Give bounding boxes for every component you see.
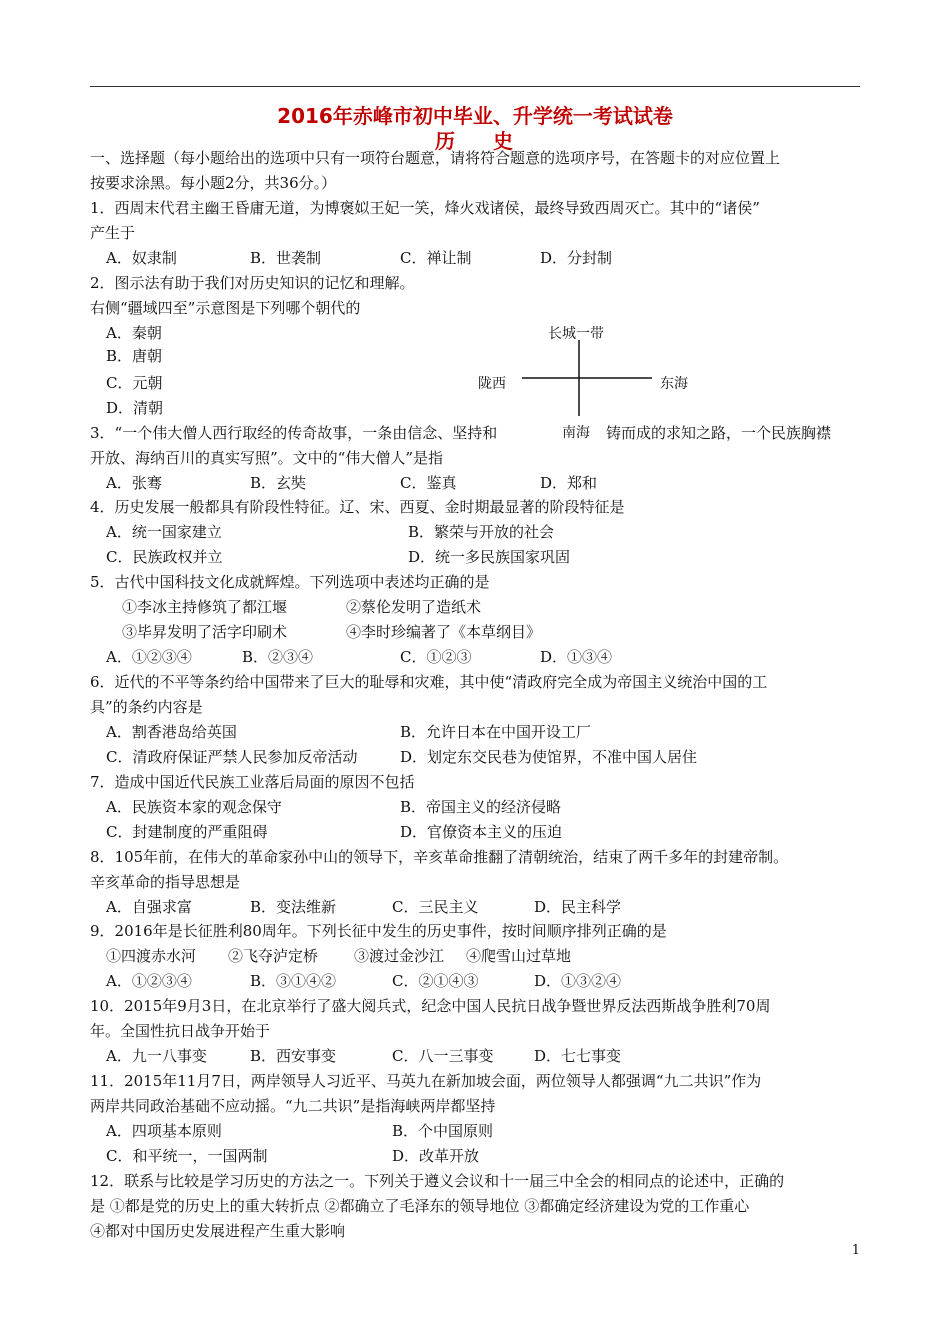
subject-char-1: 历 bbox=[435, 129, 457, 153]
q2-stem-line-2: 右侧“疆域四至”示意图是下列哪个朝代的 bbox=[90, 299, 361, 317]
map-label-south: 南海 bbox=[562, 425, 590, 441]
q1-stem-line-2: 产生于 bbox=[90, 224, 136, 242]
q2-option-c: C．元朝 bbox=[106, 374, 163, 392]
q10-stem-line-2: 年。全国性抗日战争开始于 bbox=[90, 1022, 271, 1040]
section-instruction-line-2: 按要求涂黑。每小题2分，共36分。） bbox=[90, 174, 337, 192]
q1-option-d: D．分封制 bbox=[540, 249, 613, 267]
map-label-east: 东海 bbox=[660, 376, 688, 392]
q4-option-a: A．统一国家建立 bbox=[106, 523, 222, 541]
q1-stem-line-1: 1．西周末代君主幽王昏庸无道，为博褒姒王妃一笑，烽火戏诸侯，最终导致西周灭亡。其中的“诸侯” bbox=[90, 199, 760, 217]
q9-option-c: C．②①④③ bbox=[392, 972, 479, 990]
q9-option-a: A．①②③④ bbox=[106, 972, 192, 990]
q1-option-b: B．世袭制 bbox=[250, 249, 322, 267]
q9-option-b: B．③①④② bbox=[250, 972, 337, 990]
q2-stem-line-1: 2．图示法有助于我们对历史知识的记忆和理解。 bbox=[90, 274, 415, 292]
q7-option-a: A．民族资本家的观念保守 bbox=[106, 798, 282, 816]
q5-stem: 5．古代中国科技文化成就辉煌。下列选项中表述均正确的是 bbox=[90, 573, 490, 591]
map-label-west: 陇西 bbox=[478, 376, 506, 392]
q5-item-1: ①李冰主持修筑了都江堰 bbox=[122, 598, 288, 616]
q7-option-c: C．封建制度的严重阻碍 bbox=[106, 823, 268, 841]
map-label-north: 长城一带 bbox=[548, 326, 604, 342]
q11-option-d: D．改革开放 bbox=[392, 1147, 480, 1165]
q6-option-d: D．划定东交民巷为使馆界，不准中国人居住 bbox=[400, 748, 698, 766]
q4-option-c: C．民族政权并立 bbox=[106, 548, 223, 566]
q1-option-c: C．禅让制 bbox=[400, 249, 472, 267]
q12-stem-line-1: 12．联系与比较是学习历史的方法之一。下列关于遵义会议和十一届三中全会的相同点的论述中，正确的 bbox=[90, 1172, 785, 1190]
q3-option-b: B．玄奘 bbox=[250, 474, 307, 492]
q4-option-d: D．统一多民族国家巩固 bbox=[408, 548, 571, 566]
page-number: 1 bbox=[851, 1243, 860, 1258]
q6-option-c: C．清政府保证严禁人民参加反帝活动 bbox=[106, 748, 358, 766]
q10-option-d: D．七七事变 bbox=[534, 1047, 622, 1065]
q3-option-a: A．张骞 bbox=[106, 474, 162, 492]
q5-option-b: B．②③④ bbox=[242, 648, 314, 666]
q5-option-c: C．①②③ bbox=[400, 648, 472, 666]
q5-option-a: A．①②③④ bbox=[106, 648, 192, 666]
q11-stem-line-1: 11．2015年11月7日，两岸领导人习近平、马英九在新加坡会面，两位领导人都强调“九二共识”作为 bbox=[90, 1072, 762, 1090]
q12-stem-line-3: ④都对中国历史发展进程产生重大影响 bbox=[90, 1222, 346, 1240]
exam-title: 2016年赤峰市初中毕业、升学统一考试试卷 bbox=[277, 104, 673, 128]
q9-item-1: ①四渡赤水河 bbox=[106, 947, 197, 965]
q9-stem: 9．2016年是长征胜利80周年。下列长征中发生的历史事件，按时间顺序排列正确的是 bbox=[90, 922, 667, 940]
q2-option-a: A．秦朝 bbox=[106, 324, 162, 342]
q8-option-a: A．自强求富 bbox=[106, 898, 192, 916]
q6-stem-line-2: 具”的条约内容是 bbox=[90, 698, 203, 716]
q5-option-d: D．①③④ bbox=[540, 648, 613, 666]
q12-stem-line-2: 是 ①都是党的历史上的重大转折点 ②都确立了毛泽东的领导地位 ③都确定经济建设为党的工作重心 bbox=[90, 1197, 750, 1215]
section-instruction-line-1: 一、选择题（每小题给出的选项中只有一项符台题意，请将符合题意的选项序号，在答题卡的对应位置上 bbox=[90, 149, 781, 167]
q7-option-d: D．官僚资本主义的压迫 bbox=[400, 823, 563, 841]
q5-item-2: ②蔡伦发明了造纸术 bbox=[346, 598, 482, 616]
q9-option-d: D．①③②④ bbox=[534, 972, 622, 990]
q8-stem-line-1: 8．105年前，在伟大的革命家孙中山的领导下，辛亥革命推翻了清朝统治，结束了两千多年的封建帝制。 bbox=[90, 848, 789, 866]
q1-option-a: A．奴隶制 bbox=[106, 249, 177, 267]
q8-option-d: D．民主科学 bbox=[534, 898, 622, 916]
q10-option-b: B．西安事变 bbox=[250, 1047, 337, 1065]
subject-char-2: 史 bbox=[493, 129, 515, 153]
q3-stem-line-2: 开放、海纳百川的真实写照”。文中的“伟大僧人”是指 bbox=[90, 449, 444, 467]
q7-stem: 7．造成中国近代民族工业落后局面的原因不包括 bbox=[90, 773, 415, 791]
q3-stem-line-1a: 3．“一个伟大僧人西行取经的传奇故事，一条由信念、坚持和 bbox=[90, 424, 498, 442]
q9-item-4: ④爬雪山过草地 bbox=[466, 947, 572, 965]
q3-option-c: C．鉴真 bbox=[400, 474, 457, 492]
q8-option-c: C．三民主义 bbox=[392, 898, 479, 916]
q10-option-c: C．八一三事变 bbox=[392, 1047, 494, 1065]
q3-stem-line-1b: 铸而成的求知之路，一个民族胸襟 bbox=[606, 424, 832, 442]
q11-option-b: B．个中国原则 bbox=[392, 1122, 494, 1140]
q3-option-d: D．郑和 bbox=[540, 474, 598, 492]
q10-option-a: A．九一八事变 bbox=[106, 1047, 207, 1065]
q2-option-d: D．清朝 bbox=[106, 399, 164, 417]
territory-diagram bbox=[470, 318, 710, 418]
q8-option-b: B．变法维新 bbox=[250, 898, 337, 916]
q11-option-c: C．和平统一，一国两制 bbox=[106, 1147, 268, 1165]
q8-stem-line-2: 辛亥革命的指导思想是 bbox=[90, 873, 241, 891]
q6-option-a: A．割香港岛给英国 bbox=[106, 723, 237, 741]
header-rule bbox=[90, 86, 860, 87]
q9-item-3: ③渡过金沙江 bbox=[354, 947, 445, 965]
q7-option-b: B．帝国主义的经济侵略 bbox=[400, 798, 562, 816]
q5-item-3: ③毕昇发明了活字印刷术 bbox=[122, 623, 288, 641]
q11-option-a: A．四项基本原则 bbox=[106, 1122, 222, 1140]
q4-option-b: B．繁荣与开放的社会 bbox=[408, 523, 555, 541]
q6-option-b: B．允许日本在中国开设工厂 bbox=[400, 723, 592, 741]
q10-stem-line-1: 10．2015年9月3日，在北京举行了盛大阅兵式，纪念中国人民抗日战争暨世界反法西斯战争胜利70周 bbox=[90, 997, 771, 1015]
q2-option-b: B．唐朝 bbox=[106, 347, 163, 365]
q4-stem: 4．历史发展一般都具有阶段性特征。辽、宋、西夏、金时期最显著的阶段特征是 bbox=[90, 498, 625, 516]
q6-stem-line-1: 6．近代的不平等条约给中国带来了巨大的耻辱和灾难，其中使“清政府完全成为帝国主义统治中国的工 bbox=[90, 673, 768, 691]
q11-stem-line-2: 两岸共同政治基础不应动摇。“九二共识”是指海峡两岸都坚持 bbox=[90, 1097, 496, 1115]
q9-item-2: ②飞夺泸定桥 bbox=[228, 947, 319, 965]
q5-item-4: ④李时珍编著了《本草纲目》 bbox=[346, 623, 542, 641]
